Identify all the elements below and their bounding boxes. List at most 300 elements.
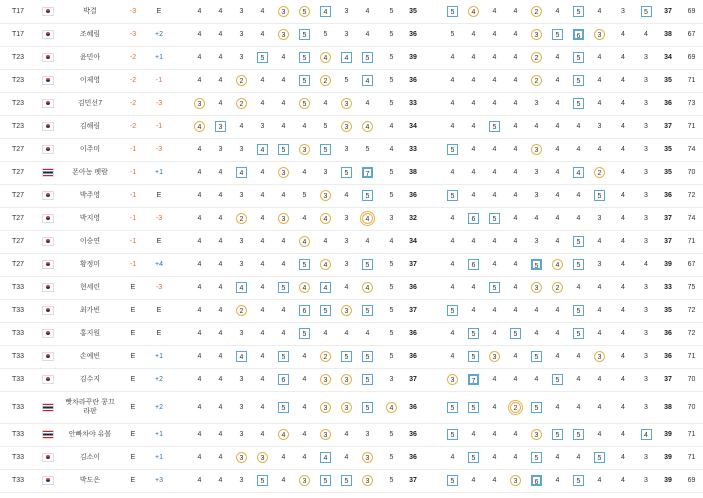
hole-cell [273, 115, 294, 138]
hole-cell [589, 138, 610, 161]
player-name[interactable] [58, 322, 122, 345]
hole-score: 4 [281, 123, 286, 130]
player-name[interactable] [58, 115, 122, 138]
hole-cell [589, 69, 610, 92]
rank-cell: T27 [0, 207, 38, 230]
country-flag-icon [42, 214, 54, 223]
hole-cell [315, 92, 336, 115]
hole-cell [294, 345, 315, 368]
hole-cell [231, 322, 252, 345]
hole-cell [547, 46, 568, 69]
hole-cell [210, 23, 231, 46]
hole-cell [336, 391, 357, 423]
hole-cell [589, 446, 610, 469]
hole-cell [315, 69, 336, 92]
rank-cell: T17 [0, 0, 38, 23]
hole-cell [636, 446, 656, 469]
hole-cell [589, 184, 610, 207]
hole-score: 4 [471, 238, 476, 245]
hole-cell [231, 423, 252, 446]
hole-cell [526, 69, 547, 92]
hole-cell [273, 138, 294, 161]
today-cell: -1 [144, 115, 174, 138]
hole-score: 5 [299, 6, 310, 17]
hole-score: 4 [492, 454, 497, 461]
round1-score: 70 [680, 161, 703, 184]
spacer-cell [421, 0, 442, 23]
hole-cell [273, 0, 294, 23]
hole-cell [636, 92, 656, 115]
hole-score: 4 [278, 429, 289, 440]
spacer-cell [421, 469, 442, 492]
player-name[interactable] [58, 230, 122, 253]
hole-score: 4 [281, 261, 286, 268]
hole-score: 4 [236, 282, 247, 293]
hole-score: 3 [341, 305, 352, 316]
hole-cell [442, 92, 463, 115]
player-name[interactable] [58, 368, 122, 391]
hole-cell [526, 253, 547, 276]
hole-score: 4 [492, 431, 497, 438]
hole-score: 3 [341, 374, 352, 385]
hole-cell [589, 299, 610, 322]
hole-cell [463, 46, 484, 69]
hole-score: 4 [576, 353, 581, 360]
today-cell: +2 [144, 23, 174, 46]
player-name-line: 이제영 [79, 77, 101, 84]
hole-score: 4 [576, 403, 581, 411]
hole-cell [505, 276, 526, 299]
flag-cell [38, 446, 58, 469]
player-name[interactable] [58, 299, 122, 322]
hole-cell [252, 230, 273, 253]
hole-score: 3 [218, 146, 223, 153]
hole-cell [526, 0, 547, 23]
hole-score: 4 [576, 123, 581, 130]
player-name[interactable] [58, 253, 122, 276]
hole-score: 4 [281, 477, 286, 484]
player-name[interactable] [58, 46, 122, 69]
flag-cell [38, 23, 58, 46]
hole-score: 5 [468, 351, 479, 362]
spacer-cell [174, 253, 189, 276]
hole-cell [378, 46, 405, 69]
hole-score: 5 [323, 31, 328, 38]
hole-cell [636, 184, 656, 207]
hole-cell [357, 391, 378, 423]
hole-score: 3 [644, 123, 648, 130]
hole-cell [357, 345, 378, 368]
hole-cell [484, 92, 505, 115]
hole-score: 4 [576, 215, 581, 222]
to-par-cell: E [122, 446, 144, 469]
country-flag-icon [42, 283, 54, 292]
hole-score: 4 [218, 261, 223, 268]
hole-cell [547, 469, 568, 492]
hole-cell [315, 276, 336, 299]
hole-score: 2 [320, 351, 331, 362]
hole-cell [210, 0, 231, 23]
player-name[interactable] [58, 69, 122, 92]
player-name[interactable] [58, 92, 122, 115]
in-total: 37 [656, 115, 680, 138]
player-name[interactable] [58, 391, 122, 423]
hole-score: 4 [344, 431, 349, 438]
table-row [0, 46, 703, 69]
hole-cell [210, 423, 231, 446]
hole-cell [505, 69, 526, 92]
in-total: 36 [656, 92, 680, 115]
hole-score: 3 [644, 376, 648, 383]
hole-score: 5 [641, 6, 652, 17]
hole-score: 5 [531, 402, 542, 413]
flag-cell [38, 161, 58, 184]
hole-score: 4 [323, 100, 328, 107]
hole-cell [231, 115, 252, 138]
hole-cell [568, 0, 589, 23]
hole-score: 4 [555, 169, 560, 176]
hole-cell [378, 368, 405, 391]
hole-cell [189, 322, 210, 345]
hole-cell [315, 391, 336, 423]
hole-cell [210, 184, 231, 207]
player-name[interactable] [58, 423, 122, 446]
hole-score: 5 [320, 144, 331, 155]
player-name[interactable] [58, 138, 122, 161]
out-total: 36 [405, 184, 421, 207]
hole-cell [336, 276, 357, 299]
hole-cell [568, 207, 589, 230]
hole-cell [315, 115, 336, 138]
out-total: 34 [405, 230, 421, 253]
in-total: 35 [656, 69, 680, 92]
hole-score: 4 [513, 100, 518, 107]
out-total: 37 [405, 253, 421, 276]
hole-cell [484, 469, 505, 492]
player-name[interactable] [58, 161, 122, 184]
player-name[interactable] [58, 23, 122, 46]
player-name-line: 홍지원 [79, 330, 101, 337]
hole-cell [636, 161, 656, 184]
hole-cell [357, 230, 378, 253]
hole-cell [357, 446, 378, 469]
hole-score: 4 [513, 146, 518, 153]
hole-score: 4 [218, 77, 223, 84]
hole-cell [189, 368, 210, 391]
hole-cell [463, 138, 484, 161]
hole-score: 4 [302, 403, 307, 411]
hole-cell [315, 345, 336, 368]
hole-score: 4 [197, 376, 202, 383]
hole-cell [505, 138, 526, 161]
hole-score: 5 [552, 429, 563, 440]
player-name[interactable] [58, 276, 122, 299]
hole-cell [568, 115, 589, 138]
player-name[interactable] [58, 184, 122, 207]
flag-cell [38, 276, 58, 299]
round1-score: 73 [680, 92, 703, 115]
hole-score: 3 [644, 54, 648, 61]
hole-score: 5 [299, 29, 310, 40]
hole-cell [357, 46, 378, 69]
player-name-line: 손예빈 [79, 353, 101, 360]
hole-cell [189, 469, 210, 492]
hole-score: 4 [555, 403, 560, 411]
hole-score: 4 [641, 429, 652, 440]
hole-cell [357, 138, 378, 161]
country-flag-icon [42, 306, 54, 315]
country-flag-icon [42, 76, 54, 85]
hole-score: 3 [341, 402, 352, 413]
hole-cell [336, 138, 357, 161]
hole-cell [526, 184, 547, 207]
hole-score: 4 [260, 307, 265, 314]
hole-score: 5 [320, 305, 331, 316]
hole-score: 5 [389, 284, 394, 291]
hole-cell [252, 253, 273, 276]
hole-score: 2 [236, 305, 247, 316]
country-flag-icon [42, 237, 54, 246]
hole-cell [252, 184, 273, 207]
hole-score: 5 [341, 351, 352, 362]
hole-score: 7 [362, 167, 373, 178]
today-cell: -1 [144, 69, 174, 92]
hole-score: 3 [534, 192, 539, 199]
rank-cell: T27 [0, 230, 38, 253]
hole-cell [526, 322, 547, 345]
hole-cell [252, 276, 273, 299]
hole-cell [378, 299, 405, 322]
hole-cell [636, 322, 656, 345]
hole-cell [589, 0, 610, 23]
hole-cell [526, 368, 547, 391]
hole-score: 5 [468, 402, 479, 413]
hole-score: 3 [239, 192, 244, 199]
in-total: 36 [656, 184, 680, 207]
hole-cell [189, 161, 210, 184]
hole-cell [210, 368, 231, 391]
hole-cell [526, 23, 547, 46]
hole-score: 4 [597, 54, 602, 61]
hole-score: 5 [447, 6, 458, 17]
hole-cell [484, 0, 505, 23]
hole-score: 4 [576, 376, 581, 383]
flag-cell [38, 184, 58, 207]
hole-score: 4 [260, 284, 265, 291]
in-total: 39 [656, 253, 680, 276]
hole-cell [610, 207, 636, 230]
out-total: 37 [405, 469, 421, 492]
hole-score: 4 [534, 330, 539, 337]
hole-score: 3 [323, 169, 328, 176]
hole-score: 5 [257, 475, 268, 486]
hole-score: 4 [471, 77, 476, 84]
hole-cell [315, 446, 336, 469]
hole-cell [442, 207, 463, 230]
hole-cell [484, 299, 505, 322]
hole-score: 3 [341, 121, 352, 132]
hole-cell [589, 207, 610, 230]
today-cell: +1 [144, 46, 174, 69]
in-total: 37 [656, 207, 680, 230]
hole-cell [252, 423, 273, 446]
rank-cell: T33 [0, 446, 38, 469]
hole-cell [357, 368, 378, 391]
hole-cell [547, 391, 568, 423]
hole-cell [231, 446, 252, 469]
hole-cell [294, 469, 315, 492]
to-par-cell: -2 [122, 115, 144, 138]
hole-score: 3 [344, 146, 349, 153]
hole-score: 4 [197, 169, 202, 176]
to-par-cell: -1 [122, 161, 144, 184]
hole-cell [505, 469, 526, 492]
hole-cell [231, 299, 252, 322]
hole-score: 5 [489, 121, 500, 132]
hole-score: 4 [320, 213, 331, 224]
table-row [0, 138, 703, 161]
hole-cell [568, 92, 589, 115]
hole-score: 4 [576, 192, 581, 199]
spacer-cell [421, 207, 442, 230]
hole-score: 5 [531, 259, 542, 270]
spacer-cell [421, 46, 442, 69]
hole-score: 3 [447, 374, 458, 385]
rank-cell: T33 [0, 299, 38, 322]
hole-cell [378, 92, 405, 115]
hole-cell [210, 230, 231, 253]
hole-score: 5 [573, 52, 584, 63]
hole-score: 5 [447, 144, 458, 155]
hole-score: 4 [260, 215, 265, 222]
hole-score: 5 [365, 146, 370, 153]
hole-cell [547, 368, 568, 391]
hole-cell [526, 391, 547, 423]
hole-score: 4 [492, 31, 497, 38]
flag-cell [38, 138, 58, 161]
in-total: 39 [656, 469, 680, 492]
to-par-cell: -1 [122, 230, 144, 253]
hole-score: 3 [257, 452, 268, 463]
table-row [0, 253, 703, 276]
hole-score: 5 [552, 374, 563, 385]
to-par-cell: E [122, 423, 144, 446]
round1-score: 71 [680, 446, 703, 469]
hole-cell [484, 207, 505, 230]
hole-score: 4 [218, 477, 223, 484]
hole-score: 4 [218, 353, 223, 360]
out-total: 36 [405, 446, 421, 469]
hole-score: 3 [320, 402, 331, 413]
hole-score: 5 [389, 54, 394, 61]
in-total: 36 [656, 322, 680, 345]
hole-score: 4 [471, 54, 476, 61]
hole-cell [252, 345, 273, 368]
hole-cell [273, 161, 294, 184]
hole-score: 5 [299, 75, 310, 86]
hole-score: 5 [510, 328, 521, 339]
hole-score: 4 [260, 31, 265, 38]
hole-cell [336, 230, 357, 253]
hole-score: 4 [218, 215, 223, 222]
table-row [0, 423, 703, 446]
hole-cell [357, 92, 378, 115]
player-name[interactable] [58, 446, 122, 469]
hole-cell [463, 184, 484, 207]
round1-score: 71 [680, 115, 703, 138]
hole-cell [294, 184, 315, 207]
hole-score: 4 [197, 431, 202, 438]
hole-cell [589, 253, 610, 276]
today-cell: +1 [144, 345, 174, 368]
rank-cell: T27 [0, 253, 38, 276]
hole-score: 4 [218, 238, 223, 245]
today-cell: -3 [144, 207, 174, 230]
spacer-cell [174, 69, 189, 92]
player-name[interactable] [58, 207, 122, 230]
hole-score: 4 [644, 261, 648, 268]
spacer-cell [174, 161, 189, 184]
hole-score: 5 [389, 330, 394, 337]
hole-score: 4 [197, 31, 202, 38]
hole-cell [189, 69, 210, 92]
hole-cell [463, 207, 484, 230]
hole-score: 4 [555, 215, 560, 222]
hole-cell [231, 92, 252, 115]
player-name[interactable] [58, 345, 122, 368]
hole-cell [484, 446, 505, 469]
hole-cell [357, 469, 378, 492]
hole-cell [336, 446, 357, 469]
hole-score: 4 [299, 282, 310, 293]
hole-score: 6 [468, 213, 479, 224]
hole-score: 5 [389, 431, 394, 438]
today-cell: E [144, 0, 174, 23]
table-row [0, 207, 703, 230]
to-par-cell: E [122, 276, 144, 299]
hole-score: 4 [552, 259, 563, 270]
player-name-line: 이승연 [79, 238, 101, 245]
player-name[interactable] [58, 469, 122, 492]
hole-score: 3 [644, 77, 648, 84]
hole-cell [273, 92, 294, 115]
spacer-cell [421, 115, 442, 138]
hole-score: 3 [320, 374, 331, 385]
hole-cell [610, 469, 636, 492]
hole-cell [294, 299, 315, 322]
country-flag-icon [42, 7, 54, 16]
hole-cell [336, 161, 357, 184]
hole-cell [273, 46, 294, 69]
hole-cell [463, 299, 484, 322]
table-row [0, 391, 703, 423]
hole-cell [336, 299, 357, 322]
hole-cell [526, 299, 547, 322]
hole-score: 5 [278, 144, 289, 155]
hole-score: 4 [281, 454, 286, 461]
hole-cell [636, 230, 656, 253]
hole-score: 4 [362, 121, 373, 132]
hole-cell [294, 230, 315, 253]
player-name[interactable] [58, 0, 122, 23]
today-cell: +2 [144, 368, 174, 391]
player-name-line: 이주미 [79, 146, 101, 153]
country-flag-icon [42, 168, 54, 177]
spacer-cell [421, 69, 442, 92]
hole-cell [526, 46, 547, 69]
hole-cell [378, 423, 405, 446]
to-par-cell: -3 [122, 0, 144, 23]
